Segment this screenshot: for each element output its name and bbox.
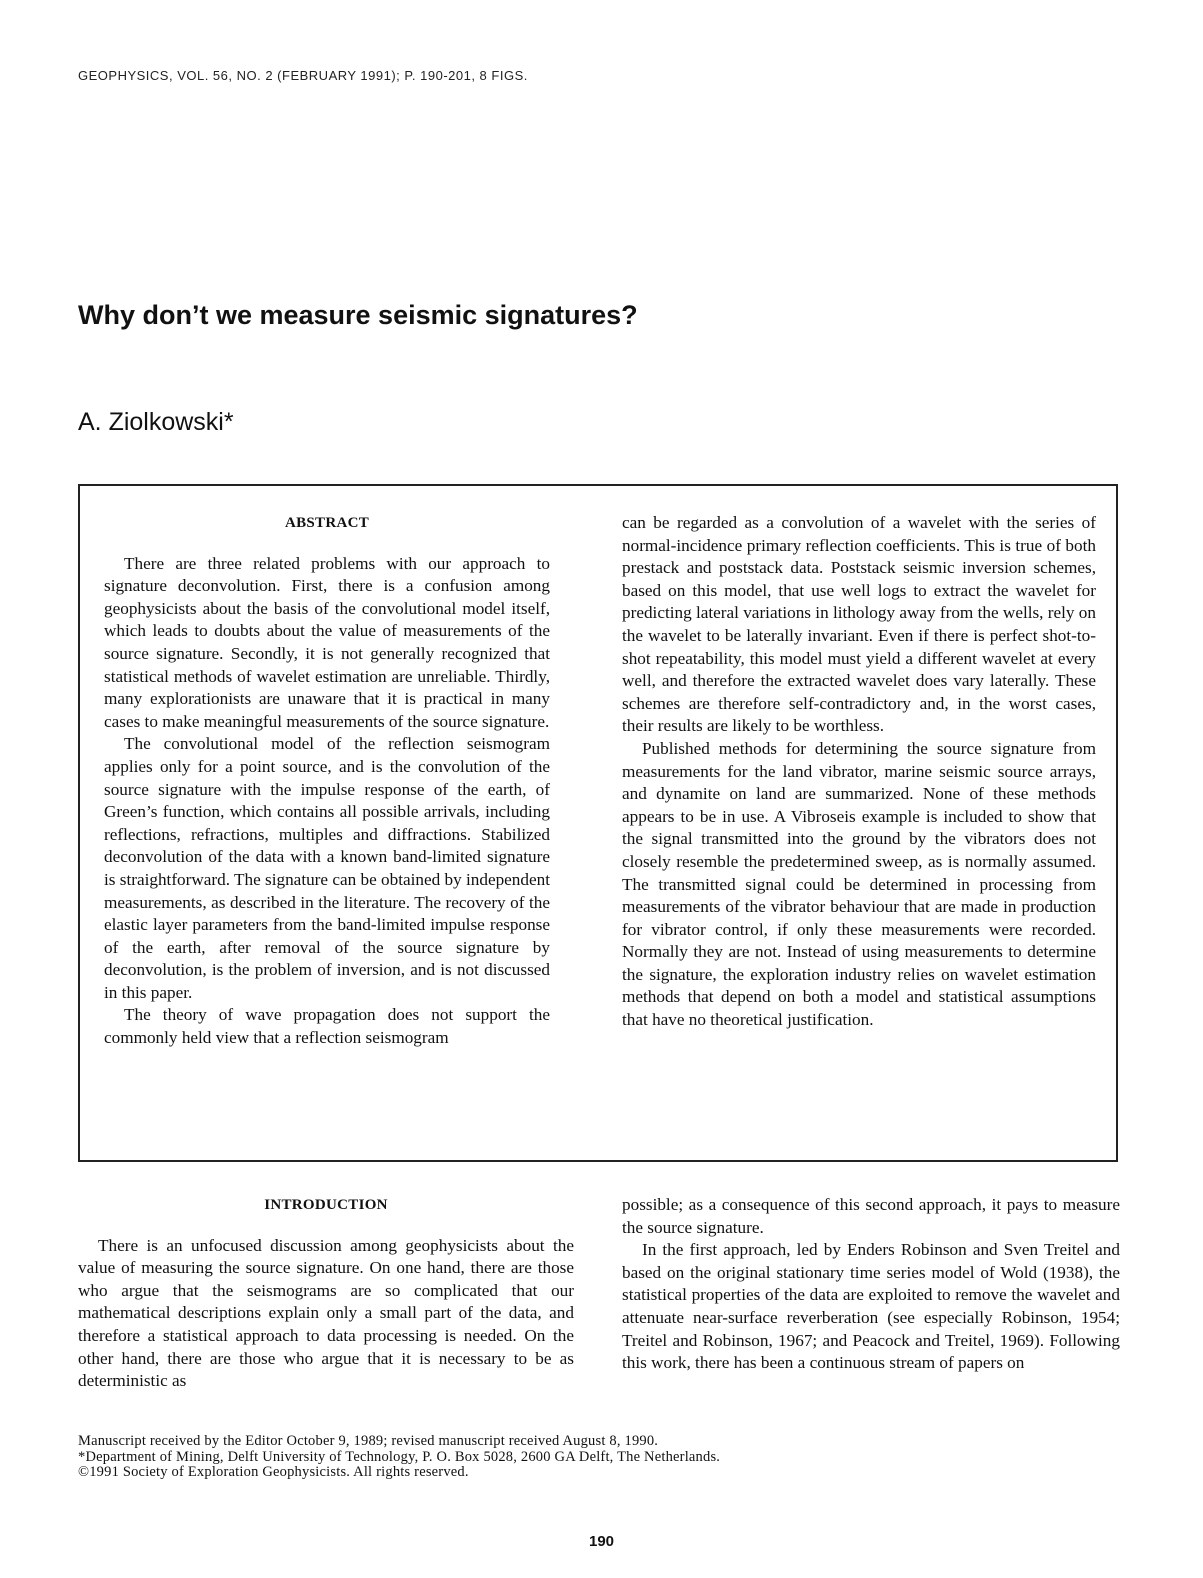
abstract-paragraph-2: The convolutional model of the reflection seismogram applies only for a point source, and is the convolution of the source signature with the impulse response of the earth, of Green’s function, which contains all possible arrivals, including reflections, refractions, multiples and diffractions. Stabilized deconvolution of the data with a known band-limited signature is straightforward. The signature can be obtained by independent measurements, as described in the literature. The recovery of the elastic layer parameters from the band-limited impulse response of the earth, after removal of the source signature by deconvolution, is the problem of inversion, and is not discussed in this paper. (104, 734, 550, 1002)
introduction-right-column (622, 1194, 1120, 1375)
footnote-received: Manuscript received by the Editor October 9, 1989; revised manuscript received August 8, 1990. (78, 1433, 659, 1449)
footnote-affiliation: *Department of Mining, Delft University of Technology, P. O. Box 5028, 2600 GA Delft, The Netherlands. (78, 1448, 721, 1465)
introduction-heading: INTRODUCTION (264, 1197, 388, 1213)
introduction-left-column (78, 1194, 574, 1393)
introduction-paragraph-1-continued: possible; as a consequence of this second approach, it pays to measure the source signature. (622, 1195, 1120, 1237)
footnote-copyright: ©1991 Society of Exploration Geophysicists. All rights reserved. (78, 1464, 469, 1480)
abstract-heading: ABSTRACT (284, 515, 370, 531)
page-number: 190 (588, 1533, 615, 1550)
article-author: A. Ziolkowski* (78, 408, 234, 436)
article-title: Why don’t we measure seismic signatures? (78, 300, 638, 330)
introduction-paragraph-1: There is an unfocused discussion among geophysicists about the value of measuring the source signature. On one hand, there are those who argue that the seismograms are so complicated that our mathematical descriptions explain only a small part of the data, and therefore a statistical approach to data processing is needed. On the other hand, there are those who argue that it is necessary to be as deterministic as (78, 1235, 574, 1391)
abstract-paragraph-1: There are three related problems with our approach to signature deconvolution. First, there is a confusion among geophysicists about the basis of the convolutional model itself, which leads to doubts about the value of measurements of the source signature. Secondly, it is not generally recognized that statistical methods of wavelet estimation are unreliable. Thirdly, many explorationists are unaware that it is practical in many cases to make meaningful measurements of the source signature. (104, 553, 550, 731)
abstract-paragraph-3: The theory of wave propagation does not support the commonly held view that a reflection seismogram (104, 1005, 550, 1048)
abstract-box (78, 484, 1118, 1162)
abstract-left-column (104, 512, 550, 1050)
abstract-right-column (622, 512, 1096, 1032)
footnotes (78, 1434, 978, 1481)
abstract-paragraph-3-continued: can be regarded as a convolution of a wavelet with the series of normal-incidence primary reflection coefficients. This is true of both prestack and poststack data. Poststack seismic inversion schemes, based on this model, that use well logs to extract the wavelet for predicting lateral variations in lithology away from the wells, rely on the wavelet to be laterally invariant. Even if there is perfect shot-to-shot repeatability, this model must yield a different wavelet at every well, and therefore the extracted wavelet does vary laterally. These schemes are therefore self-contradictory and, in the worst cases, their results are likely to be worthless. (622, 513, 1096, 736)
running-head: GEOPHYSICS, VOL. 56, NO. 2 (FEBRUARY 1991); P. 190-201, 8 FIGS. (78, 68, 528, 83)
introduction-paragraph-2: In the first approach, led by Enders Robinson and Sven Treitel and based on the original stationary time series model of Wold (1938), the statistical properties of the data are exploited to remove the wavelet and attenuate near-surface reverberation (see especially Robinson, 1954; Treitel and Robinson, 1967; and Peacock and Treitel, 1969). Following this work, there has been a continuous stream of papers on (622, 1240, 1120, 1373)
abstract-paragraph-4: Published methods for determining the source signature from measurements for the land vibrator, marine seismic source arrays, and dynamite on land are summarized. None of these methods appears to be in use. A Vibroseis example is included to show that the signal transmitted into the ground by the vibrators does not closely resemble the predetermined sweep, as is normally assumed. The transmitted signal could be determined in processing from measurements of the vibrator behaviour that are made in production for vibrator control, if only these measurements were recorded. Normally they are not. Instead of using measurements to determine the signature, the exploration industry relies on wavelet estimation methods that depend on both a model and statistical assumptions that have no theoretical justification. (622, 738, 1096, 1030)
